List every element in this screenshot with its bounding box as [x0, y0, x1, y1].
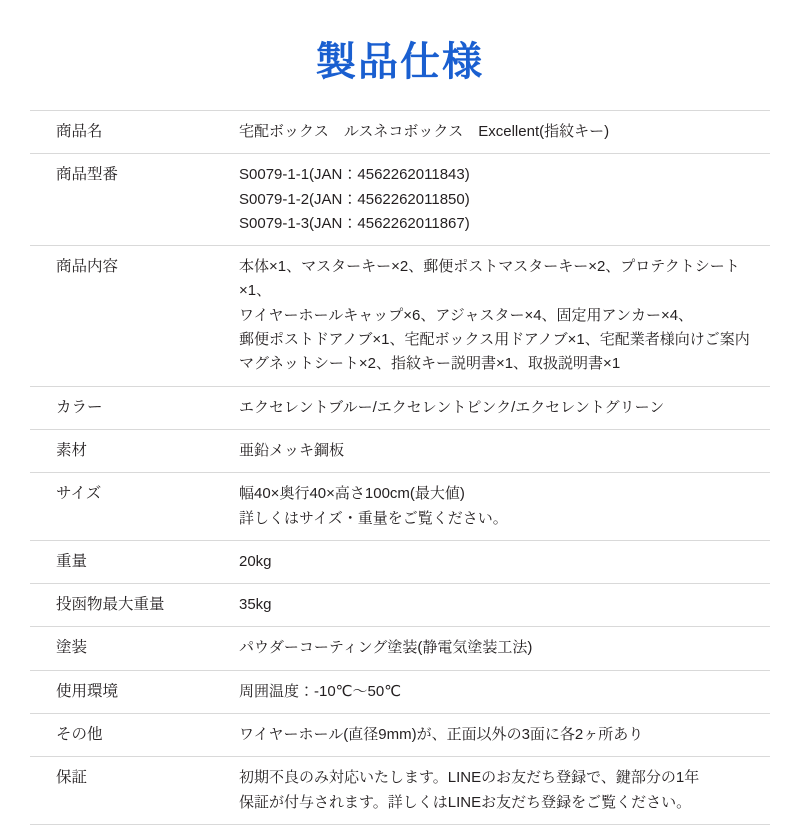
spec-label-weight: 重量 [56, 552, 88, 570]
product-spec-table [30, 110, 770, 825]
value-line: 保証が付与されます。詳しくはLINEお友だち登録をご覧ください。 [239, 793, 692, 811]
spec-label-max-load: 投函物最大重量 [56, 596, 165, 614]
page-title: 製品仕様 [316, 40, 484, 84]
spec-value-size [231, 473, 770, 541]
table-row [30, 714, 770, 757]
value-line: ワイヤーホール(直径9mm)が、正面以外の3面に各2ヶ所あり [239, 726, 644, 744]
spec-label-warranty: 保証 [56, 769, 88, 787]
spec-value-model-number [231, 154, 770, 246]
value-line: エクセレントブルー/エクセレントピンク/エクセレントグリーン [239, 398, 665, 416]
spec-value-warranty [231, 757, 770, 825]
table-row [30, 154, 770, 246]
table-row [30, 540, 770, 583]
spec-label-size: サイズ [56, 485, 102, 503]
spec-value-color [231, 386, 770, 429]
value-line: 宅配ボックス ルスネコボックス Excellent(指紋キー) [239, 123, 610, 140]
value-line: 初期不良のみ対応いたします。LINEのお友だち登録で、鍵部分の1年 [239, 769, 700, 787]
table-row [30, 757, 770, 825]
spec-value-product-name [231, 111, 770, 154]
spec-value-weight [231, 540, 770, 583]
table-row [30, 386, 770, 429]
spec-label-contents: 商品内容 [56, 258, 119, 276]
value-line: 詳しくはサイズ・重量をご覧ください。 [239, 509, 508, 527]
spec-value-contents [231, 246, 770, 386]
spec-label-coating: 塗装 [56, 639, 88, 657]
table-row [30, 584, 770, 627]
table-row [30, 111, 770, 154]
value-line: 亜鉛メッキ鋼板 [239, 441, 345, 459]
table-row [30, 246, 770, 386]
value-line: 35kg [239, 596, 272, 614]
value-line: S0079-1-3(JAN：4562262011867) [239, 214, 470, 232]
spec-label-material: 素材 [56, 441, 88, 459]
spec-label-model-number: 商品型番 [56, 166, 119, 184]
value-line: ワイヤーホールキャップ×6、アジャスター×4、固定用アンカー×4、 [239, 306, 694, 324]
spec-table-body [30, 111, 770, 825]
table-row [30, 473, 770, 541]
value-line: 20kg [239, 552, 272, 570]
spec-value-material [231, 429, 770, 472]
spec-value-max-load [231, 584, 770, 627]
value-line: S0079-1-2(JAN：4562262011850) [239, 190, 470, 208]
value-line: 本体×1、マスターキー×2、郵便ポストマスターキー×2、プロテクトシート×1、 [239, 258, 740, 300]
table-row [30, 627, 770, 670]
table-row [30, 429, 770, 472]
table-row [30, 670, 770, 713]
spec-label-color: カラー [56, 398, 103, 416]
spec-label-other: その他 [56, 726, 103, 744]
spec-value-coating [231, 627, 770, 670]
value-line: マグネットシート×2、指紋キー説明書×1、取扱説明書×1 [239, 355, 621, 373]
value-line: パウダーコーティング塗装(静電気塗装工法) [239, 639, 533, 657]
spec-label-environment: 使用環境 [56, 682, 119, 700]
value-line: 郵便ポストドアノブ×1、宅配ボックス用ドアノブ×1、宅配業者様向けご案内 [239, 331, 750, 349]
spec-value-other [231, 714, 770, 757]
spec-value-environment [231, 670, 770, 713]
value-line: 幅40×奥行40×高さ100cm(最大値) [239, 485, 465, 503]
spec-label-product-name: 商品名 [56, 123, 103, 140]
value-line: S0079-1-1(JAN：4562262011843) [239, 166, 470, 184]
value-line: 周囲温度：-10℃～50℃ [239, 682, 402, 700]
